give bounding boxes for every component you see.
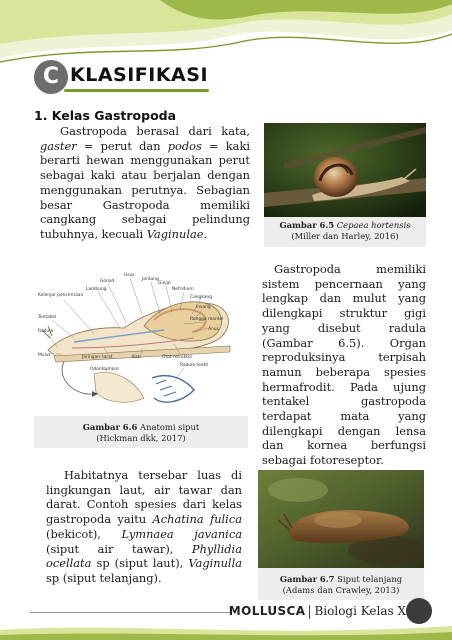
label-kaki: Kaki <box>132 355 142 360</box>
figure-6-6-caption <box>34 422 248 444</box>
paragraph-digestion: Gastropoda memiliki sistem pencernaan yang lengkap dan mulut yang dilengkapi struktur gigi yang disebut radula (Gambar 6.5). Organ reproduksinya terpisah namun beberapa spesies hermafrodit. Pada ujung tentakel gastropoda terdapat mata yang dilengkapi dengan lensa dan kornea berfungsi sebagai fotoreseptor. <box>262 262 426 468</box>
label-jaringan-saraf: Jaringan saraf <box>82 355 113 360</box>
label-insang: Insang <box>196 305 211 310</box>
bottom-wave-decoration <box>0 622 452 640</box>
footer-brand: MOLLUSCA <box>228 604 306 618</box>
figure-6-6-label: Gambar 6.6 <box>82 422 138 432</box>
label-radula-teeth: Radula teeth <box>180 363 209 368</box>
label-tentakel: Tentakel <box>38 315 57 320</box>
figure-6-7 <box>258 470 424 600</box>
label-usus: Usus <box>124 273 135 278</box>
paragraph3-run: Habitatnya tersebar luas di lingkungan laut, air tawar dan darat. Contoh spesies dari kelas gastropoda yaitu <box>46 468 242 527</box>
figure-6-7-label: Gambar 6.7 <box>279 574 335 584</box>
figure-6-7-title: Siput telanjang <box>337 574 403 584</box>
paragraph3-run: sp (siput telanjang). <box>46 570 162 585</box>
paragraph3-run: (bekicot), <box>46 526 122 541</box>
paragraph3-run: sp (siput laut), <box>91 556 189 571</box>
label-rongga-mantel: Rongga mantel <box>190 317 224 322</box>
snail-anatomy-diagram <box>34 268 248 416</box>
label-cangkang: Cangkang <box>190 295 213 300</box>
paragraph3-run: (siput air tawar), <box>46 541 192 556</box>
label-otot-retraktor: Otot retraktor <box>162 355 193 360</box>
label-radula: Radula <box>38 329 54 334</box>
figure-6-5-source: (Miller dan Harley, 2016) <box>291 231 399 241</box>
label-gonad: Gonad <box>100 279 115 284</box>
section-underline <box>64 89 209 92</box>
paragraph-intro <box>40 124 250 242</box>
figure-6-5-species: Cepaea hortensis <box>336 220 411 230</box>
slug-photo <box>258 470 424 568</box>
label-anus: Anus <box>208 327 219 332</box>
label-kelenjar-pencernaan: Kelenjar pencernaan <box>38 293 84 298</box>
paragraph3-run: Achatina fulica <box>152 512 242 527</box>
figure-6-5 <box>264 123 426 247</box>
label-ginjal: Ginjal <box>158 281 171 286</box>
footer-separator <box>309 605 310 619</box>
paragraph1-run: Vaginulae. <box>146 226 208 241</box>
figure-6-5-label: Gambar 6.5 <box>279 220 335 230</box>
section-letter-badge: C <box>34 60 68 94</box>
label-nefridium: Nefridium <box>172 287 194 292</box>
snail-photo <box>264 123 426 217</box>
footer <box>229 604 406 619</box>
paragraph1-run: = perut dan <box>76 138 168 153</box>
paragraph3-run: Lymnaea javanica <box>121 526 242 541</box>
header-wave-decoration <box>0 0 452 70</box>
paragraph1-run: Gastropoda berasal dari kata, <box>60 124 250 138</box>
paragraph3-run: Vaginulla <box>188 556 242 571</box>
label-odontophore: Odontophore <box>90 367 119 372</box>
paragraph3-run: Phyllidia ocellata <box>46 541 242 571</box>
paragraph1-run: podos <box>167 138 202 153</box>
footer-subject: Biologi Kelas X <box>314 604 406 618</box>
paragraph-habitat <box>46 468 242 586</box>
paragraph1-run: gaster <box>40 138 77 153</box>
section-title: KLASIFIKASI <box>70 64 209 86</box>
footer-rule <box>30 612 230 613</box>
figure-6-6 <box>34 268 248 448</box>
label-lambung: Lambung <box>86 287 107 292</box>
figure-6-5-caption <box>264 220 426 242</box>
figure-6-7-caption <box>258 574 424 596</box>
subsection-title: 1. Kelas Gastropoda <box>34 108 177 123</box>
figure-6-6-title: Anatomi siput <box>140 422 200 432</box>
footer-dot <box>406 598 432 624</box>
paragraph1-run: = kaki berarti hewan menggunakan perut sebagai kaki atau berjalan dengan menggunakan perutnya. Sebagian besar Gastropoda memiliki cangkang sebagai pelindung tubuhnya, kecuali <box>40 138 250 241</box>
figure-6-7-source: (Adams dan Crawley, 2013) <box>282 585 400 595</box>
label-jantung: Jantung <box>142 277 159 282</box>
figure-6-6-source: (Hickman dkk, 2017) <box>96 433 186 443</box>
label-mulut: Mulut <box>38 353 51 358</box>
